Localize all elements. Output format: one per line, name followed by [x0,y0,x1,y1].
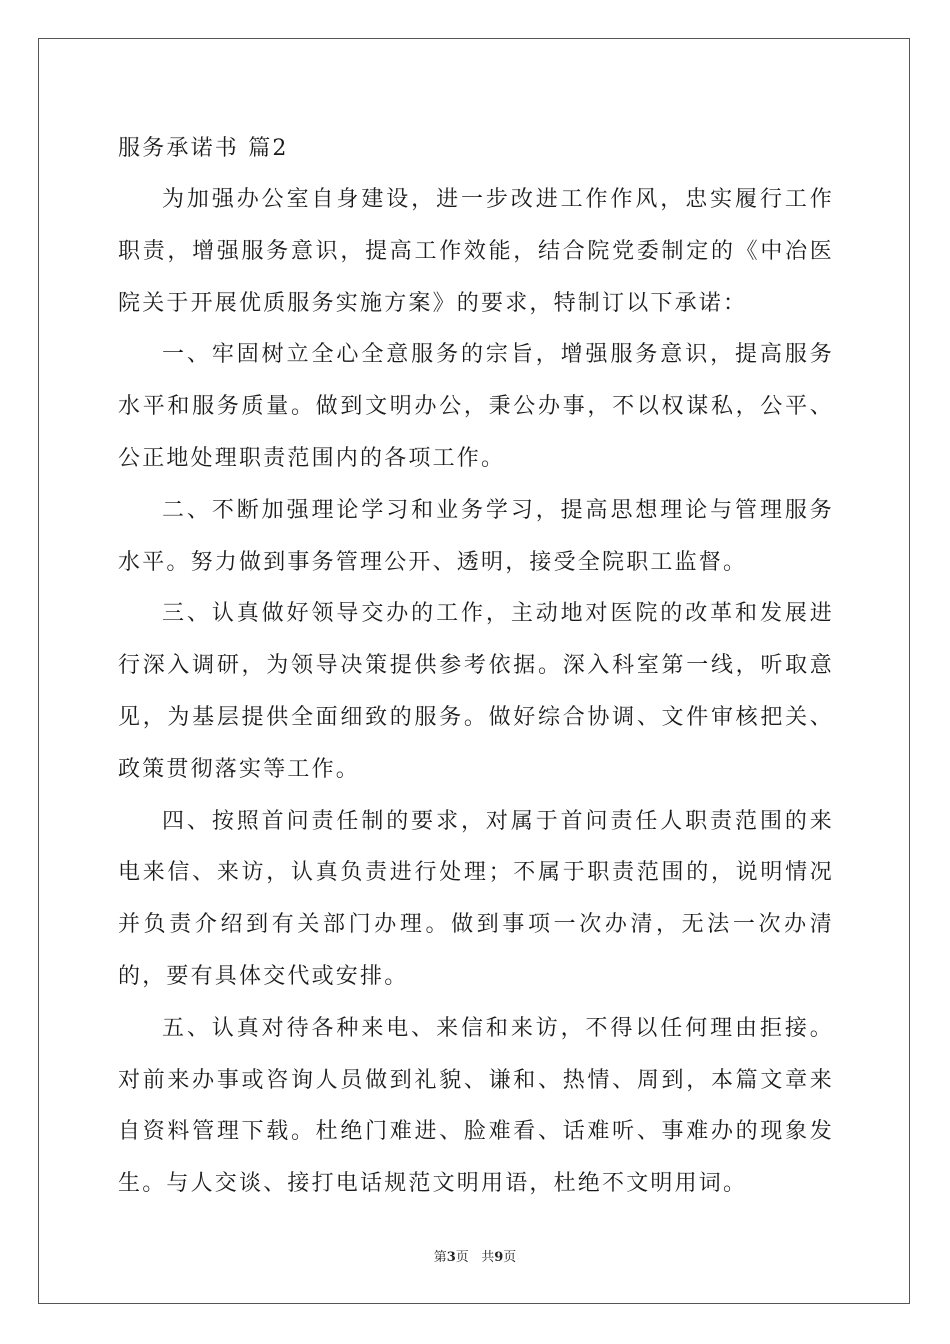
total-prefix: 共 [481,1250,495,1265]
paragraph-item-5: 五、认真对待各种来电、来信和来访，不得以任何理由拒接。对前来办事或咨询人员做到礼貌、谦和、热情、周到，本篇文章来自资料管理下载。杜绝门难进、脸难看、话难听、事难办的现象发生。与人交谈、接打电话规范文明用语，杜绝不文明用词。 [118,1015,834,1197]
paragraph-item-1: 一、牢固树立全心全意服务的宗旨，增强服务意识，提高服务水平和服务质量。做到文明办公，秉公办事，不以权谋私，公平、公正地处理职责范围内的各项工作。 [118,342,834,471]
paragraph-item-4: 四、按照首问责任制的要求，对属于首问责任人职责范围的来电来信、来访，认真负责进行处理；不属于职责范围的，说明情况并负责介绍到有关部门办理。做到事项一次办清，无法一次办清的，要有具体交代或安排。 [118,808,834,989]
page-prefix: 第 [433,1250,447,1265]
document-heading: 服务承诺书 篇2 [118,136,289,161]
page-current: 3 [446,1250,456,1265]
paragraph-intro: 为加强办公室自身建设，进一步改进工作作风，忠实履行工作职责，增强服务意识，提高工作效能，结合院党委制定的《中冶医院关于开展优质服务实施方案》的要求，特制订以下承诺： [118,187,834,316]
page-total: 9 [494,1250,504,1265]
total-suffix: 页 [503,1250,517,1265]
page-suffix: 页 [455,1250,469,1265]
paragraph-item-2: 二、不断加强理论学习和业务学习，提高思想理论与管理服务水平。努力做到事务管理公开、透明，接受全院职工监督。 [118,497,834,575]
paragraph-item-3: 三、认真做好领导交办的工作，主动地对医院的改革和发展进行深入调研，为领导决策提供参考依据。深入科室第一线，听取意见，为基层提供全面细致的服务。做好综合协调、文件审核把关、政策贯彻落实等工作。 [118,601,834,782]
page-footer [0,1246,950,1265]
document-body [118,124,834,1210]
